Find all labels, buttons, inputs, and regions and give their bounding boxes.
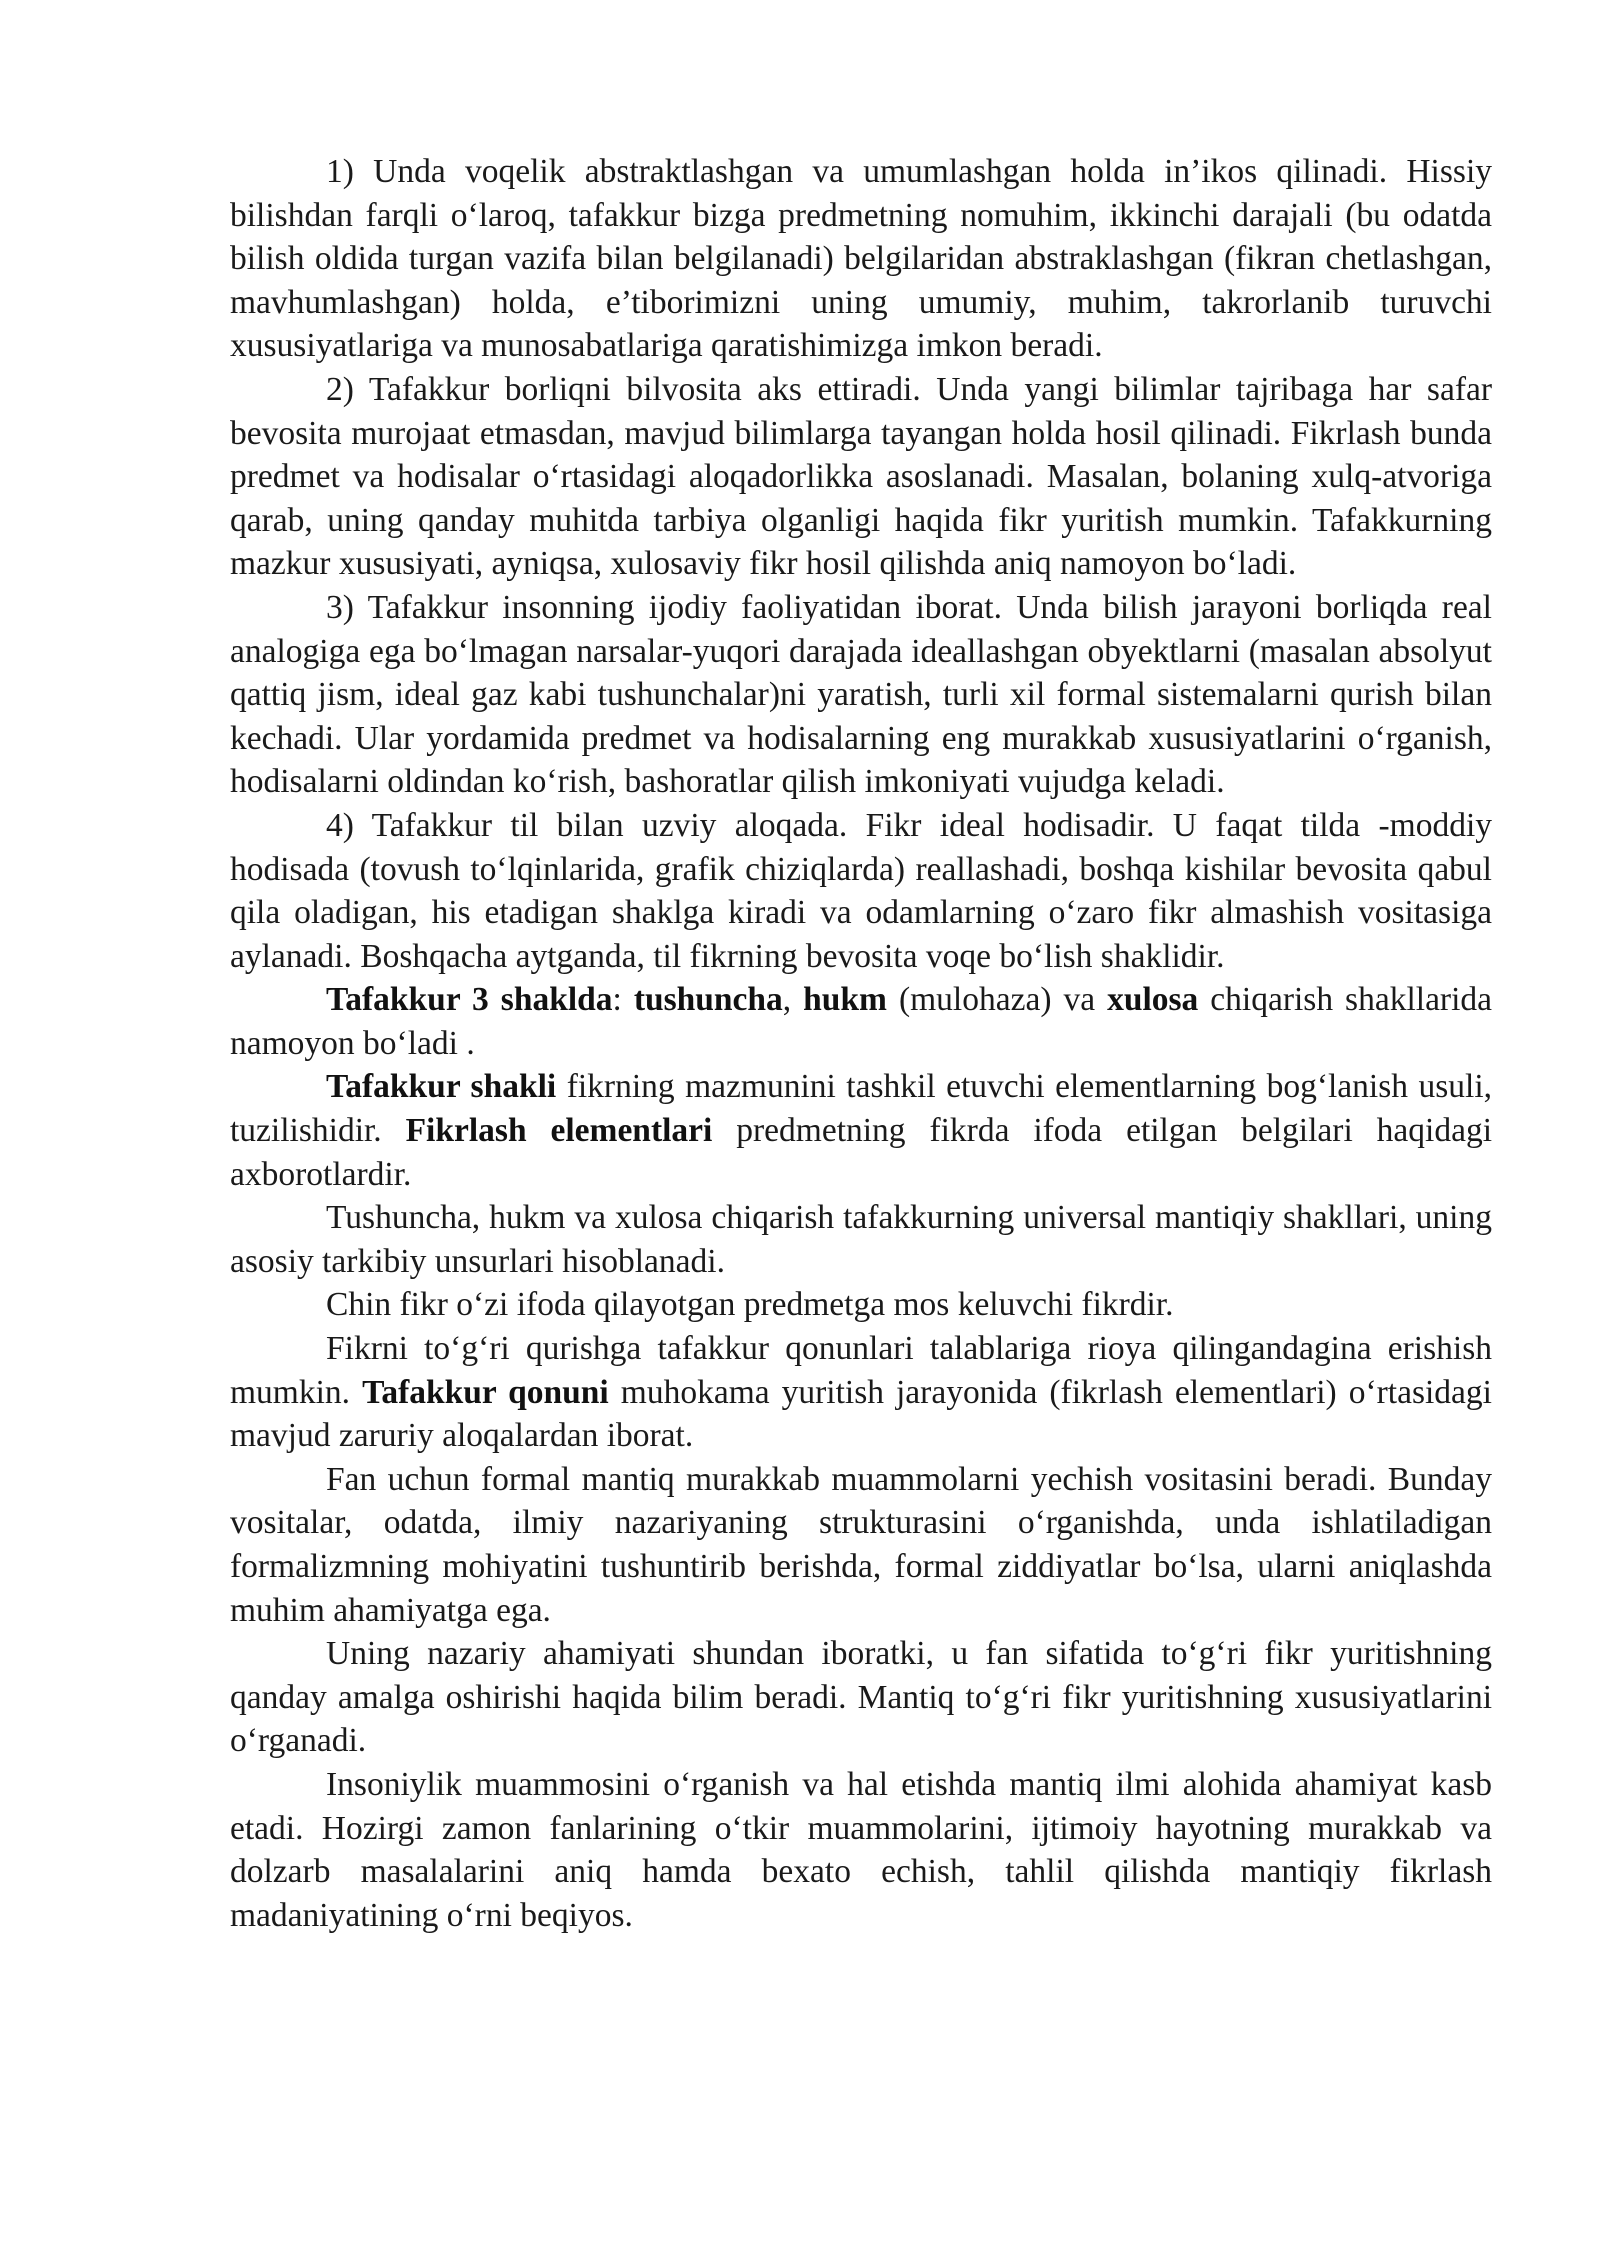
text-segment: chiqarish shakllarida namoyon bo‘ladi . [230, 981, 1493, 1062]
paragraph-9 [230, 1327, 1492, 1458]
paragraph-10 [230, 1458, 1492, 1632]
text-segment: Tushuncha, hukm va xulosa chiqarish tafakkurning universal mantiqiy shakllari, uning asosiy tarkibiy unsurlari hisoblanadi. [230, 1199, 1492, 1280]
paragraph-5 [230, 978, 1492, 1065]
paragraph-6 [230, 1065, 1492, 1196]
bold-term: Tafakkur qonuni [362, 1373, 609, 1411]
text-segment: : [612, 981, 634, 1019]
paragraph-1 [230, 150, 1492, 368]
bold-term: tushuncha [633, 981, 783, 1019]
bold-term: Tafakkur shakli [326, 1068, 557, 1106]
text-segment: fikrning mazmunini tashkil etuvchi elementlarning bog‘lanish usuli, tuzilishidir. [230, 1068, 1493, 1150]
text-segment: 2) Tafakkur borliqni bilvosita aks ettiradi. Unda yangi bilimlar tajribaga har safar bevosita murojaat etmasdan, mavjud bilimlarga tayangan holda hosil qilinadi. Fikrlash bunda predmet va hodisalar o‘rtasidagi aloqadorlikka asoslanadi. Masalan, bolaning xulq-atvoriga qarab, uning qanday muhitda tarbiya olganligi haqida fikr yuritish mumkin. Tafakkurning mazkur xususiyati, ayniqsa, xulosaviy fikr hosil qilishda aniq namoyon bo‘ladi. [230, 370, 1492, 583]
text-segment: 3) Tafakkur insonning ijodiy faoliyatidan iborat. Unda bilish jarayoni borliqda real analogiga ega bo‘lmagan narsalar-yuqori darajada ideallashgan obyektlarni (masalan absolyut qattiq jism, ideal gaz kabi tushunchalar)ni yaratish, turli xil formal sistemalarni qurish bilan kechadi. Ular yordamida predmet va hodisalarning eng murakkab xususiyatlarini o‘rganish, hodisalarni oldindan ko‘rish, bashoratlar qilish imkoniyati vujudga keladi. [230, 588, 1492, 801]
text-segment: Uning nazariy ahamiyati shundan iboratki, u fan sifatida to‘g‘ri fikr yuritishning qanday amalga oshirishi haqida bilim beradi. Mantiq to‘g‘ri fikr yuritishning xususiyatlarini o‘rganadi. [230, 1635, 1492, 1760]
paragraph-11 [230, 1632, 1492, 1763]
paragraph-7 [230, 1196, 1492, 1283]
text-segment: 1) Unda voqelik abstraktlashgan va umumlashgan holda in’ikos qilinadi. Hissiy bilishdan farqli o‘laroq, tafakkur bizga predmetning nomuhim, ikkinchi darajali (bu odatda bilish oldida turgan vazifa bilan belgilanadi) belgilaridan abstraklashgan (fikran chetlashgan, mavhumlashgan) holda, e’tiborimizni uning umumiy, muhim, takrorlanib turuvchi xususiyatlariga va munosabatlariga qaratishimizga imkon beradi. [230, 153, 1492, 365]
text-segment: (mulohaza) va [886, 981, 1108, 1019]
bold-term: hukm [803, 981, 887, 1019]
text-segment: 4) Tafakkur til bilan uzviy aloqada. Fikr ideal hodisadir. U faqat tilda -moddiy hodisada (tovush to‘lqinlarida, grafik chiziqlarda) reallashadi, boshqa kishilar bevosita qabul qila oladigan, his etadigan shaklga kiradi va odamlarning o‘zaro fikr almashish vositasiga aylanadi. Boshqacha aytganda, til fikrning bevosita voqe bo‘lish shaklidir. [230, 806, 1492, 975]
bold-term: Fikrlash elementlari [405, 1112, 713, 1150]
paragraph-2 [230, 368, 1492, 586]
paragraph-3 [230, 586, 1492, 804]
bold-term: xulosa [1107, 981, 1199, 1019]
text-segment: predmetning fikrda ifoda etilgan belgilari haqidagi axborotlardir. [230, 1112, 1493, 1193]
text-segment: , [782, 981, 804, 1019]
text-segment: Insoniylik muammosini o‘rganish va hal etishda mantiq ilmi alohida ahamiyat kasb etadi. Hozirgi zamon fanlarining o‘tkir muammolarini, ijtimoiy hayotning murakkab va dolzarb masalalarini aniq hamda bexato echish, tahlil qilishda mantiqiy fikrlash madaniyatining o‘rni beqiyos. [230, 1765, 1492, 1934]
text-segment: Chin fikr o‘zi ifoda qilayotgan predmetga mos keluvchi fikrdir. [326, 1286, 1174, 1324]
text-segment: Fikrni to‘g‘ri qurishga tafakkur qonunlari talablariga rioya qilingandagina erishish mumkin. [230, 1330, 1492, 1411]
paragraph-12 [230, 1763, 1492, 1937]
text-segment: Fan uchun formal mantiq murakkab muammolarni yechish vositasini beradi. Bunday vositalar, odatda, ilmiy nazariyaning strukturasini o‘rganishda, unda ishlatiladigan formalizmning mohiyatini tushuntirib berishda, formal ziddiyatlar bo‘lsa, ularni aniqlashda muhim ahamiyatga ega. [230, 1460, 1492, 1629]
paragraph-4 [230, 804, 1492, 978]
bold-term: Tafakkur 3 shakldа [326, 981, 613, 1019]
document-page [230, 150, 1492, 1937]
paragraph-8 [230, 1283, 1492, 1327]
text-segment: muhokama yuritish jarayonida (fikrlash elementlari) o‘rtasidagi mavjud zaruriy aloqalardan iborat. [230, 1373, 1492, 1455]
